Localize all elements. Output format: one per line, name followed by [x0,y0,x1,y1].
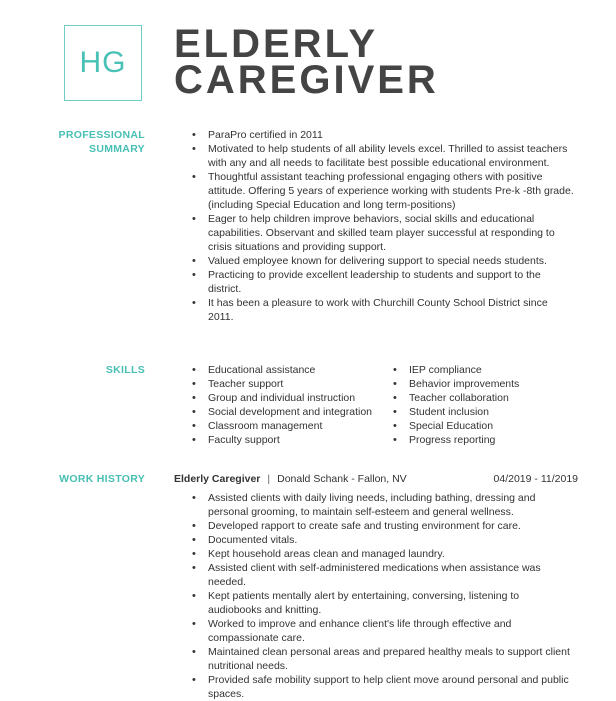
work-duty-item: • Kept household areas clean and managed laundry. [182,547,574,561]
skill-item: • Teacher collaboration [383,391,583,405]
summary-label-line-1: PROFESSIONAL [58,129,145,141]
summary-section-label [20,128,145,156]
work-duties-list [182,491,574,701]
job-title: Elderly Caregiver [174,473,261,485]
skill-item: • Teacher support [182,377,382,391]
title-line-1: ELDERLY [174,22,379,66]
skill-item: • Student inclusion [383,405,583,419]
skill-item: • Faculty support [182,433,382,447]
summary-item: • It has been a pleasure to work with Churchill County School District since 2011. [182,296,574,324]
summary-label-line-2: SUMMARY [89,143,145,155]
summary-item: • ParaPro certified in 2011 [182,128,574,142]
job-separator: | [267,473,271,485]
skills-section-label: SKILLS [105,364,145,376]
work-duty-item: • Provided safe mobility support to help client move around personal and public spaces. [182,673,574,701]
work-duty-item: • Developed rapport to create safe and trusting environment for care. [182,519,574,533]
skill-item: • Educational assistance [182,363,382,377]
work-duty-item: • Worked to improve and enhance client's life through effective and compassionate care. [182,617,574,645]
work-duty-item: • Documented vitals. [182,533,574,547]
initials-monogram: HG [64,25,142,101]
resume-title [174,22,439,102]
skill-item: • Group and individual instruction [182,391,382,405]
work-duty-item: • Assisted client with self-administered medications when assistance was needed. [182,561,574,589]
job-header [174,472,578,486]
skill-item: • IEP compliance [383,363,583,377]
summary-item: • Practicing to provide excellent leadership to students and support to the district. [182,268,574,296]
skills-list-right [383,363,583,447]
summary-item: • Valued employee known for delivering support to special needs students. [182,254,574,268]
summary-item: • Motivated to help students of all ability levels excel. Thrilled to assist teachers with any and all needs to facilitate best possible educational environment. [182,142,574,170]
title-line-2: CAREGIVER [174,58,439,102]
summary-item: • Thoughtful assistant teaching professional engaging others with positive attitude. Offering 5 years of experience working with students Pre-k -8th grade. (including Special Education and long term-positions) [182,170,574,212]
skill-item: • Behavior improvements [383,377,583,391]
skill-item: • Special Education [383,419,583,433]
skills-list-left [182,363,382,447]
work-duty-item: • Kept patients mentally alert by entertaining, conversing, listening to audiobooks and knitting. [182,589,574,617]
job-employer: Donald Schank - Fallon, NV [277,473,407,485]
skill-item: • Progress reporting [383,433,583,447]
skill-item: • Social development and integration [182,405,382,419]
job-dates: 04/2019 - 11/2019 [493,473,578,485]
work-history-section-label: WORK HISTORY [59,473,145,485]
work-duty-item: • Assisted clients with daily living needs, including bathing, dressing and personal grooming, to maintain self-esteem and general wellness. [182,491,574,519]
skill-item: • Classroom management [182,419,382,433]
work-duty-item: • Maintained clean personal areas and prepared healthy meals to support client nutritional needs. [182,645,574,673]
summary-list [182,128,574,324]
summary-item: • Eager to help children improve behaviors, social skills and educational capabilities. Observant and skilled team player successful at responding to crisis situations and providing support. [182,212,574,254]
